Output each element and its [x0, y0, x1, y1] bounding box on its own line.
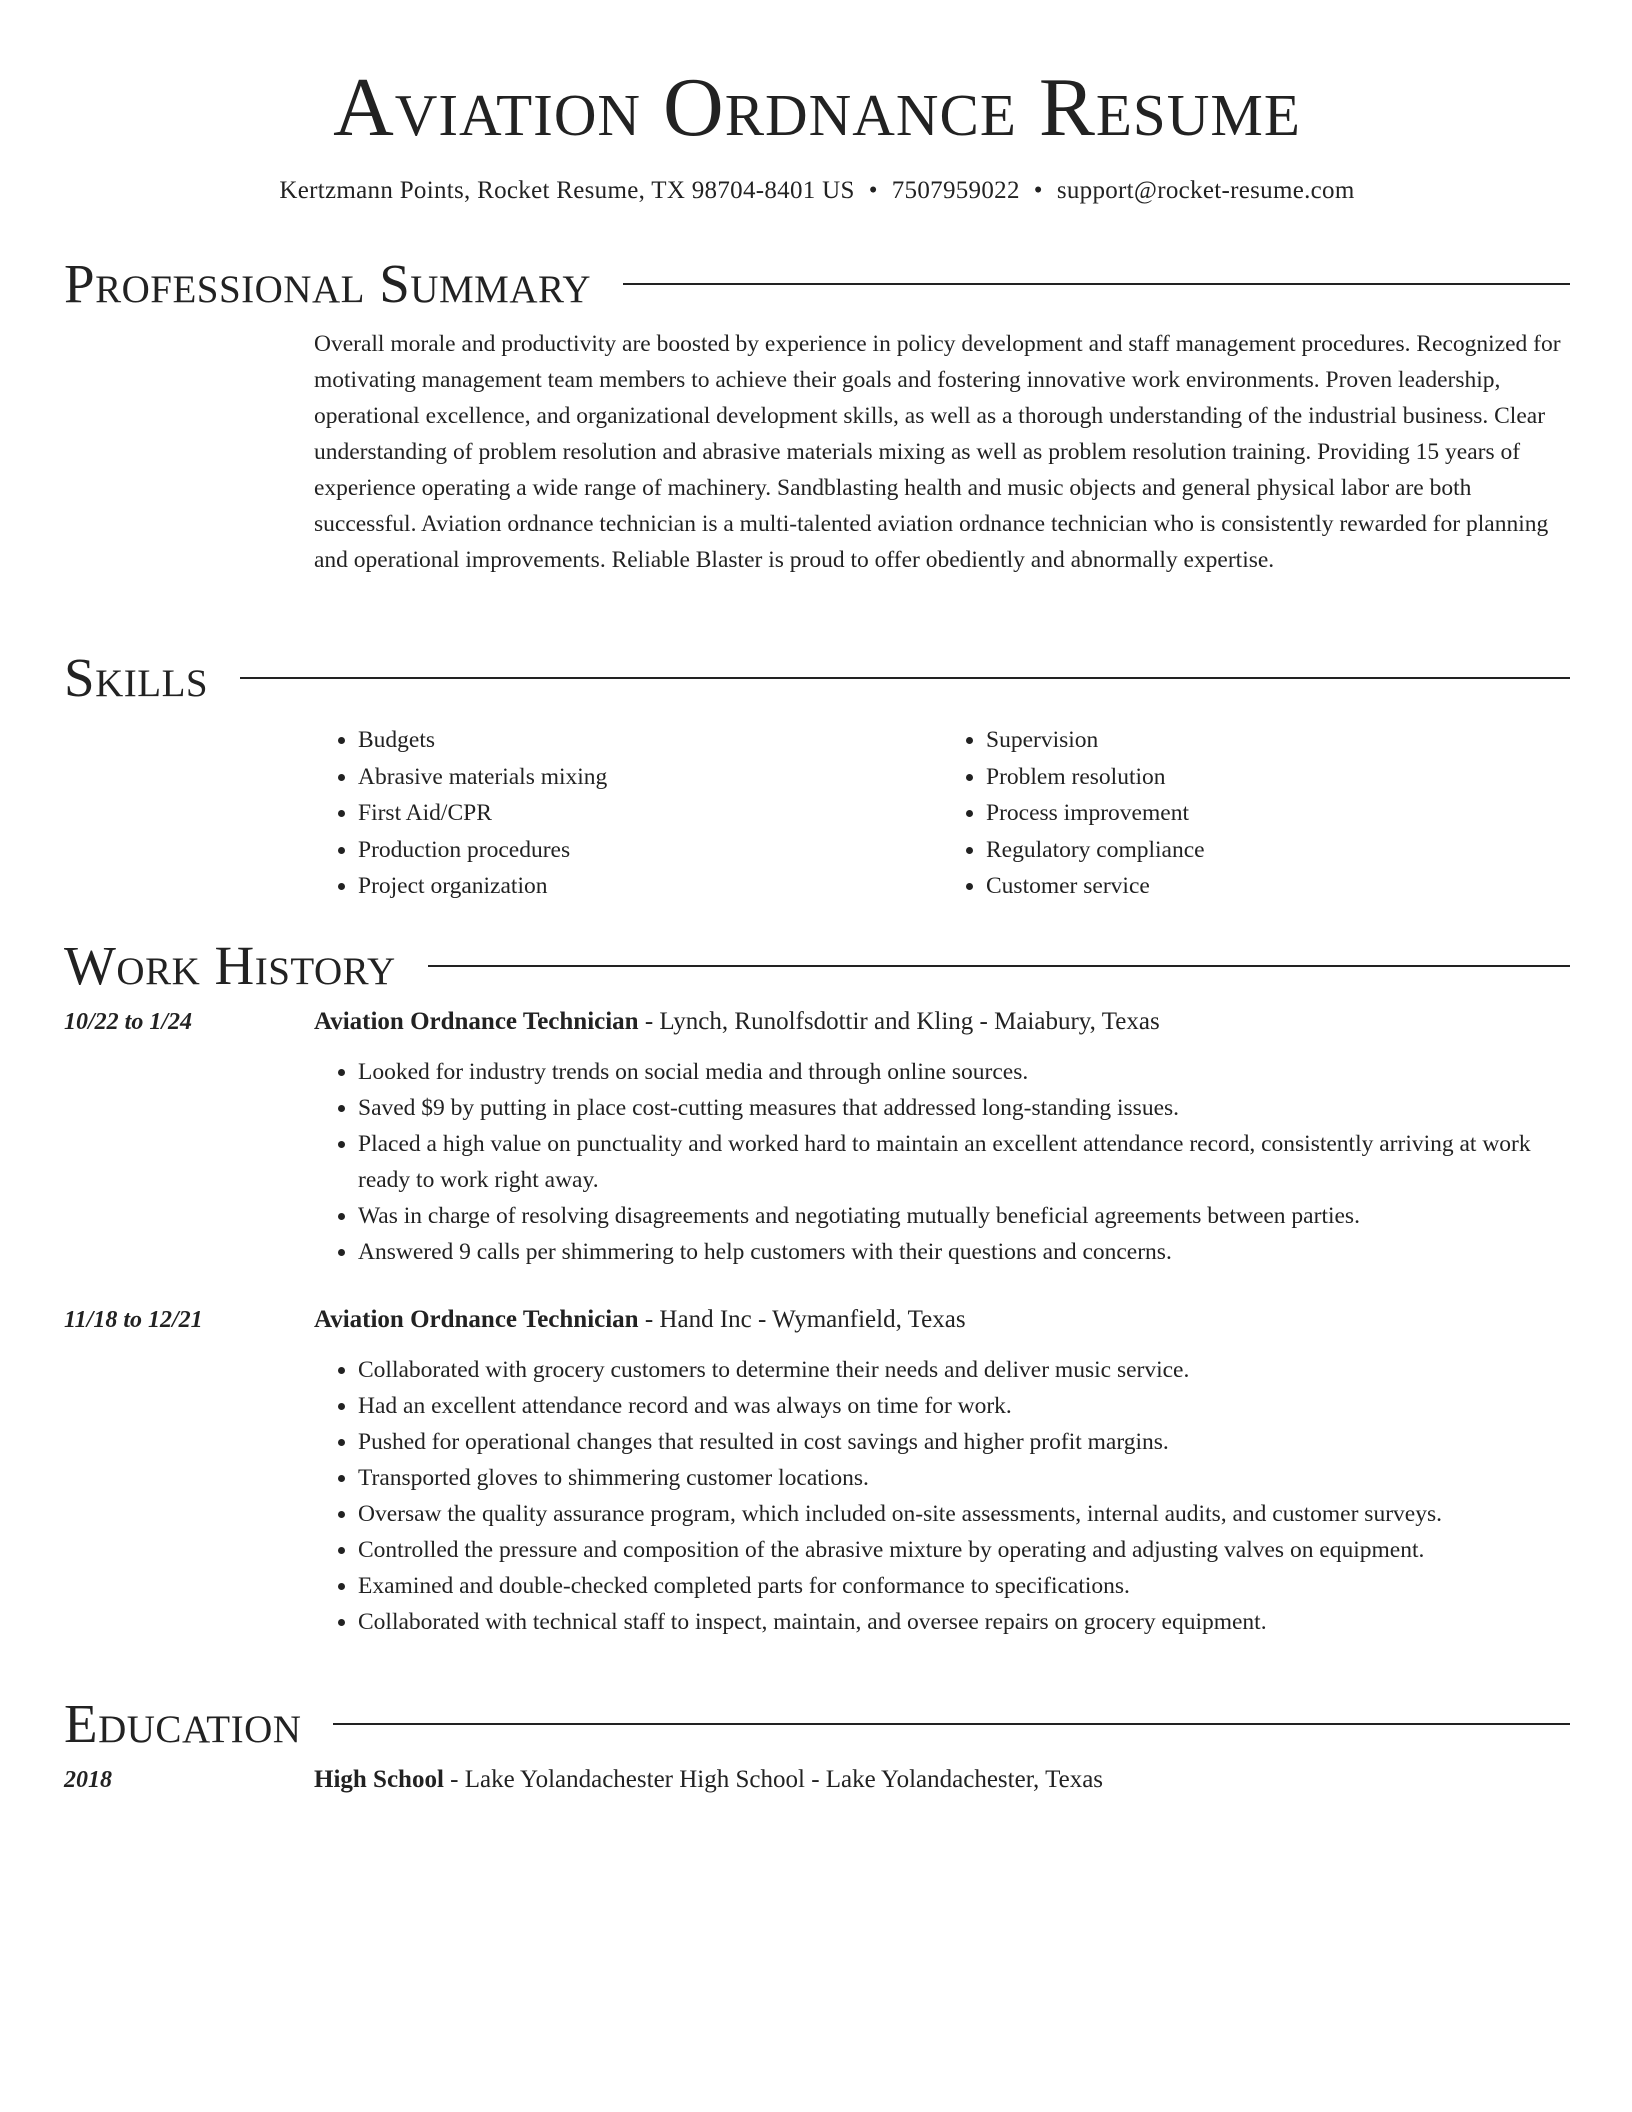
skill-item: • Customer service	[986, 868, 1570, 905]
skill-item: • Process improvement	[986, 795, 1570, 832]
skills-content	[314, 722, 1570, 905]
skills-heading: Skills	[64, 647, 209, 708]
contact-line	[64, 174, 1570, 208]
job-details: - Hand Inc - Wymanfield, Texas	[638, 1306, 966, 1333]
section-divider	[240, 677, 1570, 679]
skill-item: • Budgets	[358, 722, 942, 759]
section-divider	[333, 1723, 1570, 1725]
summary-content	[314, 326, 1570, 578]
job-entry	[64, 1302, 1570, 1640]
education-heading: Education	[64, 1693, 302, 1754]
skill-item: • Regulatory compliance	[986, 832, 1570, 869]
summary-header	[64, 254, 1570, 314]
education-degree: High School	[314, 1766, 444, 1793]
skills-list-right	[942, 722, 1570, 905]
job-bullets	[314, 1054, 1570, 1270]
job-heading	[314, 1004, 1570, 1040]
work-history-section	[64, 936, 1570, 1640]
skill-item: • Production procedures	[358, 832, 942, 869]
skills-columns	[314, 722, 1570, 905]
job-details: - Lynch, Runolfsdottir and Kling - Maiabury, Texas	[638, 1008, 1160, 1035]
education-details: - Lake Yolandachester High School - Lake Yolandachester, Texas	[443, 1766, 1104, 1793]
job-bullet: • Saved $9 by putting in place cost-cutting measures that addressed long-standing issues.	[358, 1090, 1570, 1126]
education-header	[64, 1694, 1570, 1754]
job-bullet: • Looked for industry trends on social media and through online sources.	[358, 1054, 1570, 1090]
job-bullet: • Collaborated with grocery customers to determine their needs and deliver music service.	[358, 1352, 1570, 1388]
job-bullets	[314, 1352, 1570, 1640]
education-year: 2018	[64, 1767, 112, 1793]
skills-section	[64, 648, 1570, 905]
summary-section	[64, 254, 1570, 578]
job-dates: 11/18 to 12/21	[64, 1307, 203, 1333]
education-section	[64, 1694, 1570, 1798]
summary-heading: Professional Summary	[64, 253, 592, 314]
work-history-heading: Work History	[64, 935, 396, 996]
job-entry	[64, 1004, 1570, 1270]
job-title: Aviation Ordnance Technician	[314, 1306, 639, 1333]
resume-page	[64, 0, 1570, 1793]
job-bullet: • Pushed for operational changes that resulted in cost savings and higher profit margins.	[358, 1424, 1570, 1460]
skills-header	[64, 648, 1570, 708]
contact-separator: •	[1033, 177, 1043, 204]
job-dates: 10/22 to 1/24	[64, 1009, 193, 1035]
job-bullet: • Placed a high value on punctuality and worked hard to maintain an excellent attendance record, consistently arriving at work ready to work right away.	[358, 1126, 1570, 1198]
job-title: Aviation Ordnance Technician	[314, 1008, 639, 1035]
resume-title: Aviation Ordnance Resume	[333, 61, 1301, 154]
job-bullet: • Answered 9 calls per shimmering to help customers with their questions and concerns.	[358, 1234, 1570, 1270]
job-bullet: • Was in charge of resolving disagreements and negotiating mutually beneficial agreements between parties.	[358, 1198, 1570, 1234]
skill-item: • First Aid/CPR	[358, 795, 942, 832]
job-bullet: • Controlled the pressure and composition of the abrasive mixture by operating and adjusting valves on equipment.	[358, 1532, 1570, 1568]
job-bullet: • Collaborated with technical staff to inspect, maintain, and oversee repairs on grocery equipment.	[358, 1604, 1570, 1640]
education-entry	[64, 1762, 1570, 1798]
job-bullet: • Oversaw the quality assurance program, which included on-site assessments, internal audits, and customer surveys.	[358, 1496, 1570, 1532]
job-bullet: • Transported gloves to shimmering customer locations.	[358, 1460, 1570, 1496]
section-divider	[428, 965, 1570, 967]
job-heading	[314, 1302, 1570, 1338]
skill-item: • Project organization	[358, 868, 942, 905]
job-bullet: • Examined and double-checked completed parts for conformance to specifications.	[358, 1568, 1570, 1604]
skill-item: • Problem resolution	[986, 759, 1570, 796]
contact-separator: •	[868, 177, 878, 204]
skills-list-left	[314, 722, 942, 905]
section-divider	[623, 283, 1570, 285]
job-bullet: • Had an excellent attendance record and was always on time for work.	[358, 1388, 1570, 1424]
contact-address: Kertzmann Points, Rocket Resume, TX 98704-8401 US	[279, 177, 855, 204]
summary-text: Overall morale and productivity are boosted by experience in policy development and staff management procedures. Recognized for motivating management team members to achieve their goals and fostering innovative work environments. Proven leadership, operational excellence, and organizational development skills, as well as a thorough understanding of the industrial business. Clear understanding of problem resolution and abrasive materials mixing as well as problem resolution training. Providing 15 years of experience operating a wide range of machinery. Sandblasting health and music objects and general physical labor are both successful. Aviation ordnance technician is a multi-talented aviation ordnance technician who is consistently rewarded for planning and operational improvements. Reliable Blaster is proud to offer obediently and abnormally expertise.	[314, 331, 1561, 573]
skill-item: • Supervision	[986, 722, 1570, 759]
skill-item: • Abrasive materials mixing	[358, 759, 942, 796]
work-history-header	[64, 936, 1570, 996]
education-heading-line	[314, 1762, 1570, 1798]
contact-email: support@rocket-resume.com	[1056, 177, 1355, 204]
contact-phone: 7507959022	[891, 177, 1020, 204]
